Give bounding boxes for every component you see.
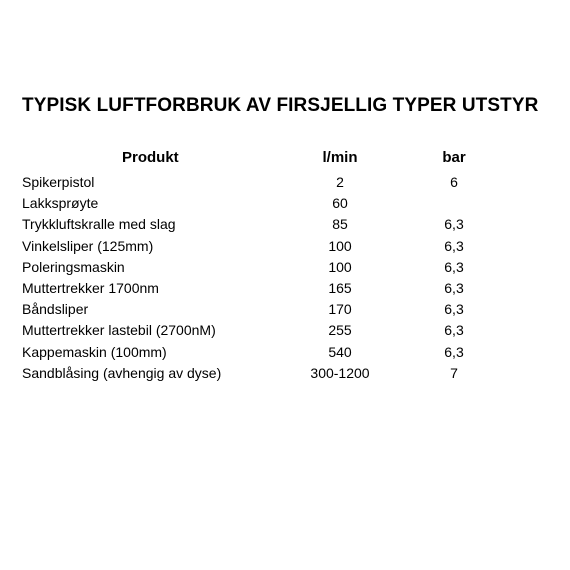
table-row [22,363,542,384]
product-cell: Kappemaskin (100mm) [22,343,167,360]
column-header-product: Produkt [122,149,179,166]
table-row [22,214,542,235]
product-cell: Lakksprøyte [22,195,99,212]
column-header-bar: bar [442,149,466,166]
page-title: TYPISK LUFTFORBRUK AV FIRSJELLIG TYPER UTSTYR [22,95,539,116]
table-row [22,236,542,257]
bar-cell: 7 [450,364,458,381]
lmin-cell: 85 [332,216,348,233]
table-row [22,278,542,299]
bar-cell: 6,3 [444,343,464,360]
lmin-cell: 300-1200 [310,364,370,381]
lmin-cell: 2 [336,174,344,190]
lmin-cell: 255 [328,322,352,339]
bar-cell: 6,3 [444,322,464,339]
column-header-lmin: l/min [322,149,358,166]
product-cell: Trykkluftskralle med slag [22,216,176,233]
lmin-cell: 100 [328,237,352,254]
air-consumption-table [22,148,542,384]
lmin-cell: 60 [332,195,348,212]
lmin-cell: 170 [328,301,352,318]
lmin-cell: 165 [328,279,352,296]
table-row [22,320,542,341]
table-row [22,193,542,214]
bar-cell: 6 [450,174,458,190]
product-cell: Poleringsmaskin [22,258,125,275]
product-cell: Muttertrekker 1700nm [22,279,159,296]
table-row [22,257,542,278]
product-cell: Spikerpistol [22,174,95,190]
bar-cell: 6,3 [444,216,464,233]
product-cell: Sandblåsing (avhengig av dyse) [22,364,222,381]
table-row [22,299,542,320]
bar-cell: 6,3 [444,279,464,296]
product-cell: Muttertrekker lastebil (2700nM) [22,322,216,339]
table-row [22,172,542,193]
bar-cell: 6,3 [444,237,464,254]
product-cell: Vinkelsliper (125mm) [22,237,154,254]
bar-cell: 6,3 [444,301,464,318]
lmin-cell: 100 [328,258,352,275]
table-header-row [22,148,542,172]
table-row [22,342,542,363]
product-cell: Båndsliper [22,301,89,318]
bar-cell: 6,3 [444,258,464,275]
lmin-cell: 540 [328,343,352,360]
